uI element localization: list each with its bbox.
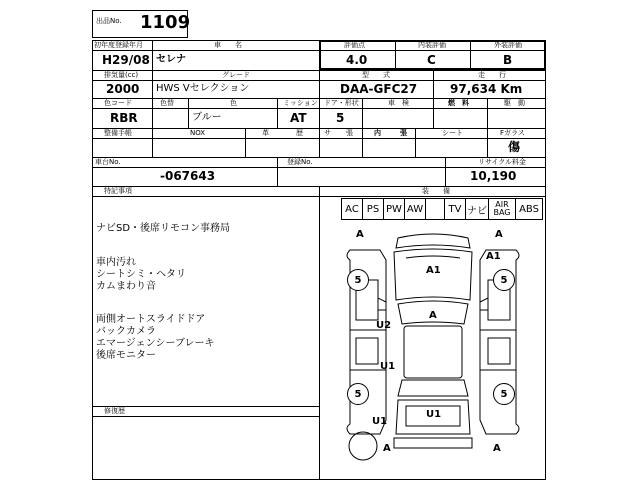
- score-value: 4.0: [346, 53, 368, 67]
- equip-airbag: AIR BAG: [488, 198, 516, 220]
- divider: [152, 40, 153, 70]
- remark-line: 車内汚れ: [96, 257, 136, 268]
- divider: [152, 128, 153, 157]
- model-code: DAA-GFC27: [340, 82, 418, 96]
- divider: [277, 98, 278, 128]
- label-chassis: 車台No.: [95, 158, 121, 166]
- divider: [415, 128, 416, 157]
- mark-left-front-door: U2: [376, 320, 392, 331]
- color-code: RBR: [110, 111, 138, 125]
- divider: [92, 167, 546, 168]
- label-color-code: 色コード: [104, 99, 132, 107]
- registration-year: H29/08: [102, 53, 150, 67]
- remark-line: シートシミ・ヘタリ: [96, 269, 186, 280]
- label-score: 評価点: [344, 41, 365, 49]
- divider: [433, 70, 434, 98]
- label-service-book: 整備手帳: [104, 129, 132, 137]
- label-car-name: 車 名: [214, 41, 242, 49]
- label-sunroof-2: 張: [346, 129, 353, 137]
- remark-line: エマージェンシーブレーキ: [96, 338, 215, 349]
- label-history: 歴: [296, 129, 303, 137]
- label-registration: 登録No.: [287, 158, 313, 166]
- label-model: 型 式: [362, 71, 390, 79]
- remark-line: ナビSD・後席リモコン事務局: [96, 223, 231, 234]
- lot-number: 1109: [140, 12, 191, 33]
- equip-tv: TV: [444, 198, 466, 220]
- interior-grade: C: [427, 53, 436, 67]
- remark-line: 両側オートスライドドア: [96, 314, 206, 325]
- divider: [319, 98, 320, 128]
- divider: [92, 406, 319, 407]
- label-interior: 内装評価: [418, 41, 446, 49]
- label-sunroof: サ: [324, 129, 331, 137]
- car-name: セレナ: [156, 54, 186, 65]
- recycle-fee: 10,190: [470, 169, 517, 183]
- equip-ac: AC: [341, 198, 363, 220]
- mark-rear-window: U1: [426, 409, 442, 420]
- label-f-glass: Fガラス: [500, 129, 525, 137]
- divider: [433, 98, 434, 128]
- divider: [245, 128, 246, 157]
- divider: [277, 157, 278, 186]
- divider: [445, 157, 446, 186]
- equip-ps: PS: [362, 198, 384, 220]
- label-grade: グレード: [222, 71, 250, 79]
- label-leather: 革: [262, 129, 269, 137]
- mark-hood: A1: [426, 265, 441, 276]
- divider: [362, 128, 363, 157]
- label-recycle: リサイクル料金: [478, 158, 527, 166]
- divider: [92, 416, 319, 417]
- equip-blank: [425, 198, 445, 220]
- remark-line: 後席モニター: [96, 350, 156, 361]
- divider: [470, 40, 471, 70]
- repair-history-title: 修復歴: [104, 407, 125, 415]
- equip-aw: AW: [404, 198, 426, 220]
- mark-front-right: A: [495, 229, 503, 240]
- label-doors: ドア・形状: [324, 99, 359, 107]
- equip-abs: ABS: [515, 198, 543, 220]
- mission: AT: [290, 111, 307, 125]
- label-fuel: 燃 料: [448, 99, 469, 107]
- remark-line: バックカメラ: [96, 326, 156, 337]
- chassis-number: -067643: [160, 169, 216, 183]
- f-glass-value: 傷: [508, 140, 521, 154]
- doors: 5: [336, 111, 345, 125]
- divider: [152, 98, 153, 128]
- mark-rear-bottom-right: A: [493, 443, 501, 454]
- displacement: 2000: [106, 82, 140, 96]
- color: ブルー: [192, 112, 222, 123]
- mark-rear-bottom-left: A: [383, 443, 391, 454]
- divider: [152, 70, 153, 98]
- divider: [319, 128, 320, 157]
- label-nox: NOX: [190, 129, 206, 137]
- mileage: 97,634 Km: [450, 82, 523, 96]
- label-mission: ミッション: [283, 99, 318, 107]
- divider: [188, 98, 189, 128]
- remarks-title: 特記事項: [104, 187, 132, 195]
- mark-front-left: A: [356, 229, 364, 240]
- label-color: 色: [230, 99, 237, 107]
- label-interior-trim: 内: [374, 129, 381, 137]
- tire-front-left: 5: [347, 269, 369, 291]
- divider: [487, 128, 488, 157]
- tire-rear-left: 5: [347, 383, 369, 405]
- tire-rear-right: 5: [493, 383, 515, 405]
- exterior-grade: B: [503, 53, 513, 67]
- divider: [319, 70, 320, 98]
- equipment-title: 装 備: [422, 187, 450, 195]
- label-exterior: 外装評価: [494, 41, 522, 49]
- equip-pw: PW: [383, 198, 405, 220]
- equip-navi: ナビ: [465, 198, 489, 220]
- label-interior-trim-2: 張: [400, 129, 407, 137]
- label-inspection: 車 検: [388, 99, 409, 107]
- mark-rear-left: U1: [372, 416, 388, 427]
- divider: [487, 98, 488, 128]
- label-color-change: 色替: [160, 99, 174, 107]
- label-mileage: 走 行: [478, 71, 506, 79]
- mark-roof: A: [429, 310, 437, 321]
- grade: HWS Vセレクション: [156, 83, 250, 94]
- remark-line: カムまわり音: [96, 281, 156, 292]
- label-first-registration: 初年度登録年月: [94, 41, 143, 49]
- mark-front-right-fender: A1: [486, 251, 501, 262]
- lot-number-label: 出品No.: [96, 17, 122, 25]
- label-seat: シート: [442, 129, 463, 137]
- tire-front-right: 5: [493, 269, 515, 291]
- mark-left-rear-door: U1: [380, 361, 396, 372]
- divider: [395, 40, 396, 70]
- label-displacement: 排気量(cc): [104, 71, 139, 79]
- divider: [362, 98, 363, 128]
- car-diagram: [320, 220, 546, 480]
- label-drive: 駆 動: [504, 99, 525, 107]
